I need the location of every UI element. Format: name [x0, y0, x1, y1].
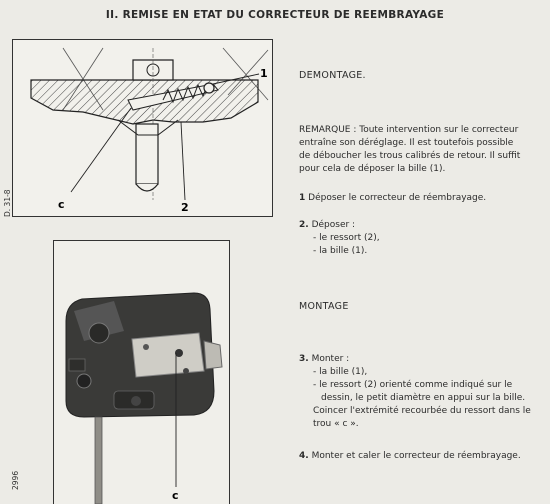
callout-1: 1 — [260, 67, 268, 80]
component-photo — [54, 241, 229, 504]
montage-heading: MONTAGE — [299, 301, 349, 312]
cross-section-drawing — [13, 40, 272, 216]
step-text: Monter et caler le correcteur de réembrayage. — [311, 451, 521, 461]
remarque-line: de déboucher les trous calibrés de retour. Il suffit — [299, 151, 521, 161]
remarque-line: entraîne son déréglage. Il est toutefois possible — [299, 138, 514, 148]
remarque-paragraph — [299, 124, 539, 176]
step-text: Monter : — [311, 354, 350, 364]
figure1-code: D. 31-8 — [3, 189, 12, 217]
photo-figure — [53, 240, 230, 504]
remarque-line: REMARQUE : Toute intervention sur le correcteur — [299, 125, 519, 135]
step-item: - la bille (1), — [313, 367, 368, 377]
step-text: Déposer le correcteur de réembrayage. — [308, 193, 487, 203]
step-item: - le ressort (2), — [313, 233, 380, 243]
callout-c: c — [58, 198, 65, 211]
step-number: 1 — [299, 193, 306, 203]
step-item: Coincer l'extrémité recourbée du ressort dans le — [313, 406, 531, 416]
step-number: 4. — [299, 451, 309, 461]
figure2-code: 2996 — [11, 470, 20, 490]
step-item: - le ressort (2) orienté comme indiqué sur le — [313, 380, 513, 390]
step-text: Déposer : — [311, 220, 356, 230]
cross-section-figure — [12, 39, 273, 217]
step-item: trou « c ». — [313, 419, 359, 429]
callout-2: 2 — [181, 201, 189, 214]
step-1 — [299, 192, 539, 205]
step-4 — [299, 450, 539, 463]
page-title: II. REMISE EN ETAT DU CORRECTEUR DE REEMBRAYAGE — [105, 9, 445, 21]
photo-callout-c: c — [172, 489, 179, 502]
step-item: dessin, le petit diamètre en appui sur la bille. — [321, 393, 526, 403]
step-number: 2. — [299, 220, 309, 230]
step-3 — [299, 353, 539, 431]
remarque-line: pour cela de déposer la bille (1). — [299, 164, 446, 174]
step-number: 3. — [299, 354, 309, 364]
step-2 — [299, 219, 539, 258]
demontage-heading: DEMONTAGE. — [299, 70, 366, 81]
step-item: - la bille (1). — [313, 246, 368, 256]
ball-part — [204, 83, 214, 93]
